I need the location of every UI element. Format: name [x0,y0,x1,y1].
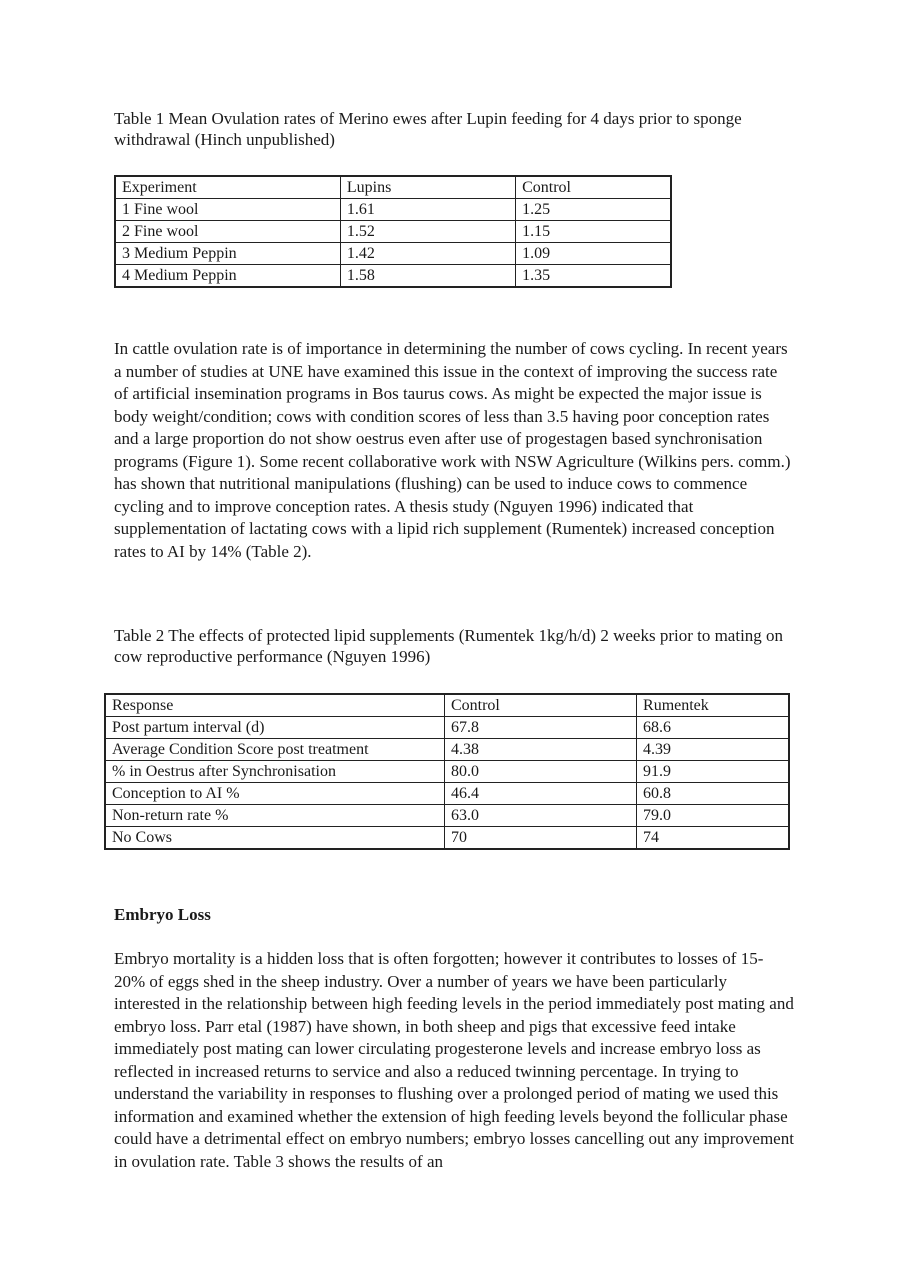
table-cell: 60.8 [637,783,789,805]
table-row [105,739,789,761]
body-paragraph: Embryo mortality is a hidden loss that is often forgotten; however it contributes to losses of 15-20% of eggs shed in the sheep industry. Over a number of years we have been particularly interested in the relationship between high feeding levels in the period immediately post mating and embryo loss. Parr etal (1987) have shown, in both sheep and pigs that excessive feed intake immediately post mating can lower circulating progesterone levels and increase embryo loss as reflected in increased returns to service and also a reduced twinning percentage. In trying to understand the variability in responses to flushing over a prolonged period of mating we used this information and examined whether the extension of high feeding levels beyond the follicular phase could have a detrimental effect on embryo numbers; embryo losses cancelling out any improvement in ovulation rate. Table 3 shows the results of an [114,949,794,1171]
table-row [115,265,671,288]
table-cell: 63.0 [444,805,636,827]
table-cell: 4.39 [637,739,789,761]
table1-caption: Table 1 Mean Ovulation rates of Merino ewes after Lupin feeding for 4 days prior to sponge withdrawal (Hinch unpublished) [114,109,742,149]
table-cell: % in Oestrus after Synchronisation [105,761,444,783]
table-cell: 1.09 [516,243,671,265]
body-paragraph: In cattle ovulation rate is of importance in determining the number of cows cycling. In recent years a number of studies at UNE have examined this issue in the context of improving the success rate of artificial insemination programs in Bos taurus cows. As might be expected the major issue is body weight/condition; cows with condition scores of less than 3.5 having poor conception rates and a large proportion do not show oestrus even after use of progestagen based synchronisation programs (Figure 1). Some recent collaborative work with NSW Agriculture (Wilkins pers. comm.) has shown that nutritional manipulations (flushing) can be used to induce cows to commence cycling and to improve conception rates. A thesis study (Nguyen 1996) indicated that supplementation of lactating cows with a lipid rich supplement (Rumentek) increased conception rates to AI by 14% (Table 2). [114,339,791,561]
table-cell: Non-return rate % [105,805,444,827]
table-header-row [105,694,789,717]
table-cell: 74 [637,827,789,850]
table-cell: 68.6 [637,717,789,739]
table-cell: 1.42 [340,243,515,265]
table-row [115,199,671,221]
table-cell: 1.25 [516,199,671,221]
table-cell: 4.38 [444,739,636,761]
table-cell: 1.15 [516,221,671,243]
table-cell: No Cows [105,827,444,850]
table-cell: 67.8 [444,717,636,739]
table-row [105,827,789,850]
table-cell: Post partum interval (d) [105,717,444,739]
table-row [115,243,671,265]
column-header: Response [105,694,444,717]
column-header: Experiment [115,176,340,199]
table-cell: 70 [444,827,636,850]
table-cell: 1 Fine wool [115,199,340,221]
table-row [105,717,789,739]
table-row [105,805,789,827]
table-cell: 79.0 [637,805,789,827]
table-cell: 3 Medium Peppin [115,243,340,265]
table-cell: 46.4 [444,783,636,805]
column-header: Control [444,694,636,717]
column-header: Lupins [340,176,515,199]
table-header-row [115,176,671,199]
section-heading: Embryo Loss [114,905,211,924]
table-cell: 1.35 [516,265,671,288]
column-header: Control [516,176,671,199]
table-cell: 80.0 [444,761,636,783]
table-cell: 91.9 [637,761,789,783]
table-cell: 2 Fine wool [115,221,340,243]
table-cell: 1.52 [340,221,515,243]
table-cell: Conception to AI % [105,783,444,805]
table-row [105,783,789,805]
table2 [104,693,790,850]
table-row [115,221,671,243]
table-cell: 1.61 [340,199,515,221]
table2-caption: Table 2 The effects of protected lipid supplements (Rumentek 1kg/h/d) 2 weeks prior to mating on cow reproductive performance (Nguyen 1996) [114,626,784,666]
table-cell: 1.58 [340,265,515,288]
table-cell: Average Condition Score post treatment [105,739,444,761]
column-header: Rumentek [637,694,789,717]
table-cell: 4 Medium Peppin [115,265,340,288]
table1 [114,175,672,288]
table-row [105,761,789,783]
